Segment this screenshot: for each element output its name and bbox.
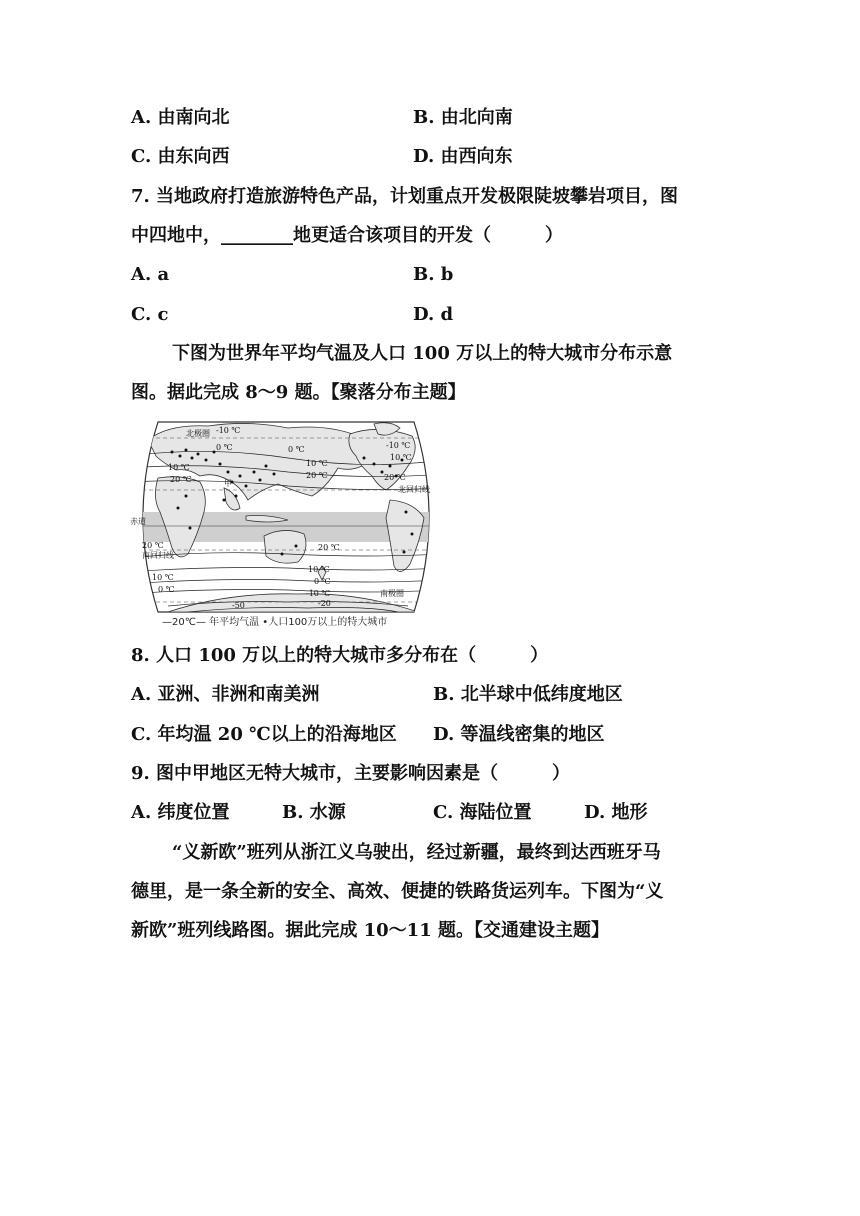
q7-option-a: A. a <box>131 264 170 285</box>
label-jia: 甲 <box>224 479 232 488</box>
q9-option-a: A. 纬度位置 <box>131 802 230 823</box>
q9-option-b: B. 水源 <box>282 802 346 823</box>
city-dot <box>189 527 192 530</box>
q8-option-a: A. 亚洲、非洲和南美洲 <box>131 684 320 705</box>
label-temp-10-c: 10 ℃ <box>390 453 412 462</box>
q9-option-c: C. 海陆位置 <box>433 802 532 823</box>
q8-stem: 8. 人口 100 万以上的特大城市多分布在（ ） <box>131 645 549 666</box>
city-dot <box>223 499 226 502</box>
city-dot <box>177 507 180 510</box>
q6-option-b: B. 由北向南 <box>413 107 513 128</box>
q7-option-b: B. b <box>413 264 454 285</box>
q8-option-b: B. 北半球中低纬度地区 <box>433 684 623 705</box>
city-dot <box>219 463 222 466</box>
city-dot <box>373 463 376 466</box>
label-temp-10-d: 10 ℃ <box>152 573 174 582</box>
city-dot <box>235 495 238 498</box>
label-temp-m10-a: -10 ℃ <box>216 426 241 435</box>
q7-option-d: D. d <box>413 304 454 325</box>
q7-stem-line-2: 中四地中，________地更适合该项目的开发（ ） <box>131 225 563 246</box>
city-dot <box>171 451 174 454</box>
label-north-pole-circle: 北极圈 <box>186 429 210 438</box>
city-dot <box>227 471 230 474</box>
city-dot <box>295 545 298 548</box>
label-temp-m50: -50 <box>232 601 245 610</box>
city-dot <box>273 473 276 476</box>
label-temp-20-e: 20 ℃ <box>318 543 340 552</box>
label-temp-20-b: 20 ℃ <box>306 471 328 480</box>
label-tropic-capricorn: 南回归线 <box>142 551 174 560</box>
q7-option-row-1 <box>131 264 454 286</box>
city-dot <box>281 553 284 556</box>
city-dot <box>363 457 366 460</box>
intro-10-11-line-2: 德里，是一条全新的安全、高效、便捷的铁路货运列车。下图为“义 <box>131 881 664 902</box>
city-dot <box>239 475 242 478</box>
q8-option-d: D. 等温线密集的地区 <box>433 724 605 745</box>
q6-option-c: C. 由东向西 <box>131 146 230 167</box>
q9-stem: 9. 图中甲地区无特大城市，主要影响因素是（ ） <box>131 763 571 784</box>
city-dot <box>185 495 188 498</box>
label-temp-0-a: 0 ℃ <box>216 443 233 452</box>
q7-option-row-2 <box>131 304 454 326</box>
q8-option-row-2 <box>131 724 605 746</box>
label-temp-0-b: 0 ℃ <box>288 445 305 454</box>
label-temp-20-c: 20 ℃ <box>384 473 406 482</box>
q8-option-c: C. 年均温 20 ℃以上的沿海地区 <box>131 724 397 745</box>
city-dot <box>403 551 406 554</box>
label-tropic-cancer: 北回归线 <box>398 485 430 494</box>
city-dot <box>259 479 262 482</box>
q6-option-row-2 <box>131 146 513 168</box>
label-temp-0-d: 0 ℃ <box>314 577 331 586</box>
q6-option-a: A. 由南向北 <box>131 107 230 128</box>
label-south-pole-circle: 南极圈 <box>380 589 404 598</box>
label-temp-20-d: 20 ℃ <box>142 541 164 550</box>
city-dot <box>185 449 188 452</box>
city-dot <box>179 455 182 458</box>
city-dot <box>265 465 268 468</box>
label-equator: 赤道 <box>130 517 146 526</box>
q8-option-row-1 <box>131 684 623 706</box>
city-dot <box>197 453 200 456</box>
city-dot <box>205 459 208 462</box>
q9-option-d: D. 地形 <box>584 802 648 823</box>
q9-option-row <box>131 802 648 824</box>
intro-8-9-line-1: 下图为世界年平均气温及人口 100 万以上的特大城市分布示意 <box>172 343 673 364</box>
label-temp-m10-b: -10 ℃ <box>386 441 411 450</box>
label-temp-10-a: 10 ℃ <box>168 463 190 472</box>
intro-10-11-line-1: “义新欧”班列从浙江义乌驶出，经过新疆，最终到达西班牙马 <box>172 842 661 863</box>
q7-stem-line-1: 7. 当地政府打造旅游特色产品，计划重点开发极限陡坡攀岩项目，图 <box>131 186 679 207</box>
city-dot <box>245 485 248 488</box>
label-temp-10-e: 10 ℃ <box>308 565 330 574</box>
intro-8-9-line-2: 图。据此完成 8～9 题。【聚落分布主题】 <box>131 382 466 403</box>
label-temp-0-c: 0 ℃ <box>158 585 175 594</box>
city-dot <box>411 533 414 536</box>
world-temperature-city-map <box>128 416 444 634</box>
city-dot <box>253 471 256 474</box>
q6-option-d: D. 由西向东 <box>413 146 513 167</box>
label-temp-m10-c: -10 ℃ <box>306 589 331 598</box>
map-legend-caption: —20℃— 年平均气温 •人口100万以上的特大城市 <box>162 617 388 628</box>
label-temp-10-b: 10 ℃ <box>306 459 328 468</box>
city-dot <box>389 465 392 468</box>
label-temp-m20: -20 <box>318 599 331 608</box>
q6-option-row-1 <box>131 107 513 129</box>
q7-option-c: C. c <box>131 304 169 325</box>
city-dot <box>405 511 408 514</box>
intro-10-11-line-3: 新欧”班列线路图。据此完成 10～11 题。【交通建设主题】 <box>131 920 609 941</box>
label-temp-20-a: 20 ℃ <box>170 475 192 484</box>
city-dot <box>191 457 194 460</box>
